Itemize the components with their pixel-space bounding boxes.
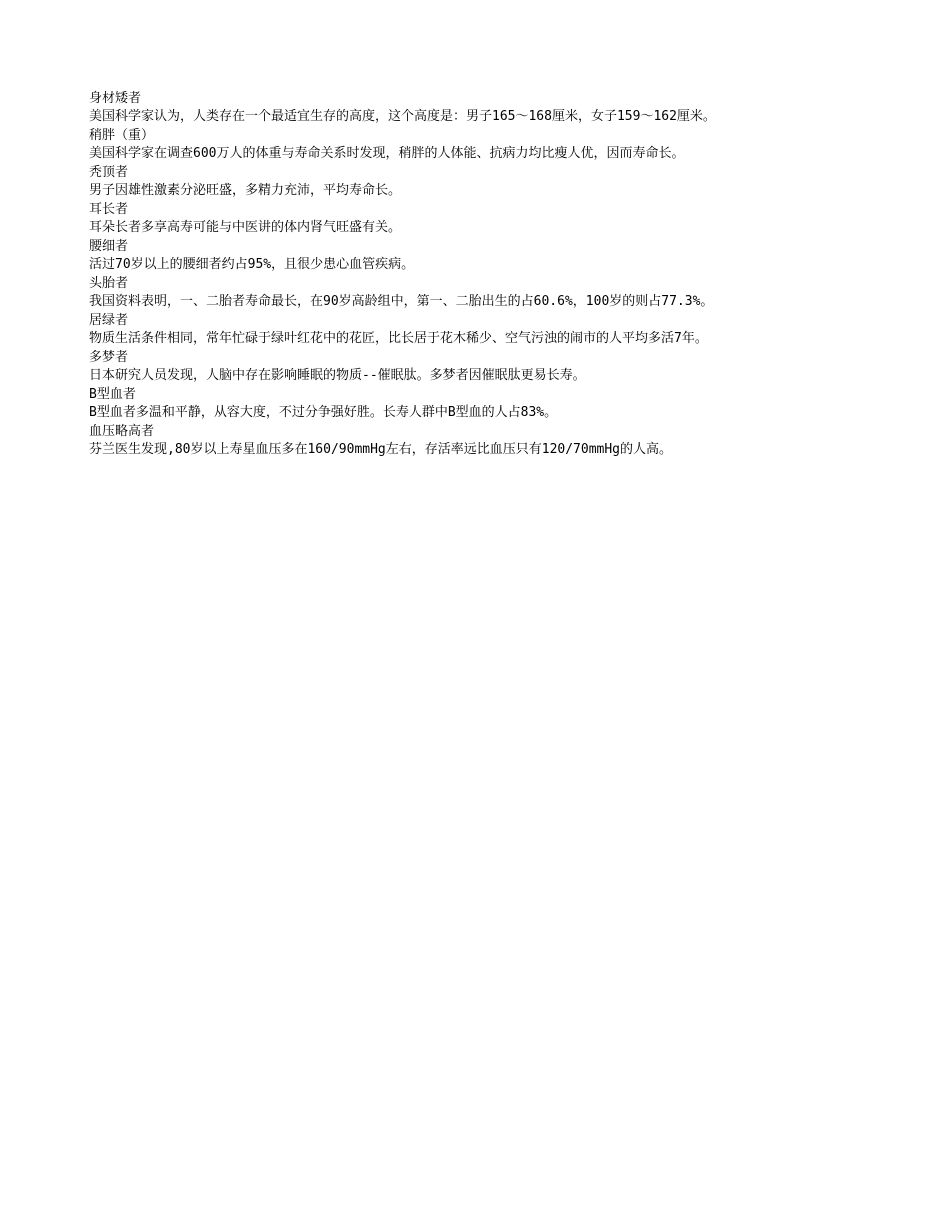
entry-text: 男子因雄性激素分泌旺盛，多精力充沛，平均寿命长。 — [89, 183, 402, 198]
entry-green-living — [89, 312, 869, 348]
entry-short-stature — [89, 90, 869, 126]
entry-slightly-heavy — [89, 127, 869, 163]
entry-title: 身材矮者 — [89, 91, 142, 106]
entry-title: 耳长者 — [89, 202, 129, 217]
entry-text: 物质生活条件相同，常年忙碌于绿叶红花中的花匠，比长居于花木稀少、空气污浊的闹市的人平均多活7年。 — [89, 331, 708, 346]
entry-text: B型血者多温和平静，从容大度，不过分争强好胜。长寿人群中B型血的人占83%。 — [89, 405, 558, 420]
entry-text: 活过70岁以上的腰细者约占95%，且很少患心血管疾病。 — [89, 257, 415, 272]
entry-dreamers — [89, 349, 869, 385]
document-body — [89, 89, 869, 460]
entry-title: B型血者 — [89, 387, 136, 402]
entry-text: 我国资料表明，一、二胎者寿命最长，在90岁高龄组中，第一、二胎出生的占60.6%，100岁的则占77.3%。 — [89, 294, 714, 309]
entry-text: 芬兰医生发现,80岁以上寿星血压多在160/90mmHg左右，存活率远比血压只有120/70mmHg的人高。 — [89, 442, 673, 457]
entry-title: 居绿者 — [89, 313, 129, 328]
entry-title: 血压略高者 — [89, 424, 155, 439]
entry-title: 秃顶者 — [89, 165, 129, 180]
entry-text: 美国科学家认为，人类存在一个最适宜生存的高度，这个高度是：男子165～168厘米，女子159～162厘米。 — [89, 109, 716, 124]
entry-slim-waist — [89, 238, 869, 274]
entry-text: 美国科学家在调查600万人的体重与寿命关系时发现，稍胖的人体能、抗病力均比瘦人优，因而寿命长。 — [89, 146, 685, 161]
entry-bald — [89, 164, 869, 200]
entry-title: 头胎者 — [89, 276, 129, 291]
entry-title: 稍胖（重） — [89, 128, 155, 143]
entry-text: 耳朵长者多享高寿可能与中医讲的体内肾气旺盛有关。 — [89, 220, 402, 235]
entry-first-born — [89, 275, 869, 311]
entry-text: 日本研究人员发现，人脑中存在影响睡眠的物质--催眠肽。多梦者因催眠肽更易长寿。 — [89, 368, 586, 383]
entry-long-ears — [89, 201, 869, 237]
entry-title: 腰细者 — [89, 239, 129, 254]
entry-type-b-blood — [89, 386, 869, 422]
entry-high-blood-pressure — [89, 423, 869, 459]
entry-title: 多梦者 — [89, 350, 129, 365]
